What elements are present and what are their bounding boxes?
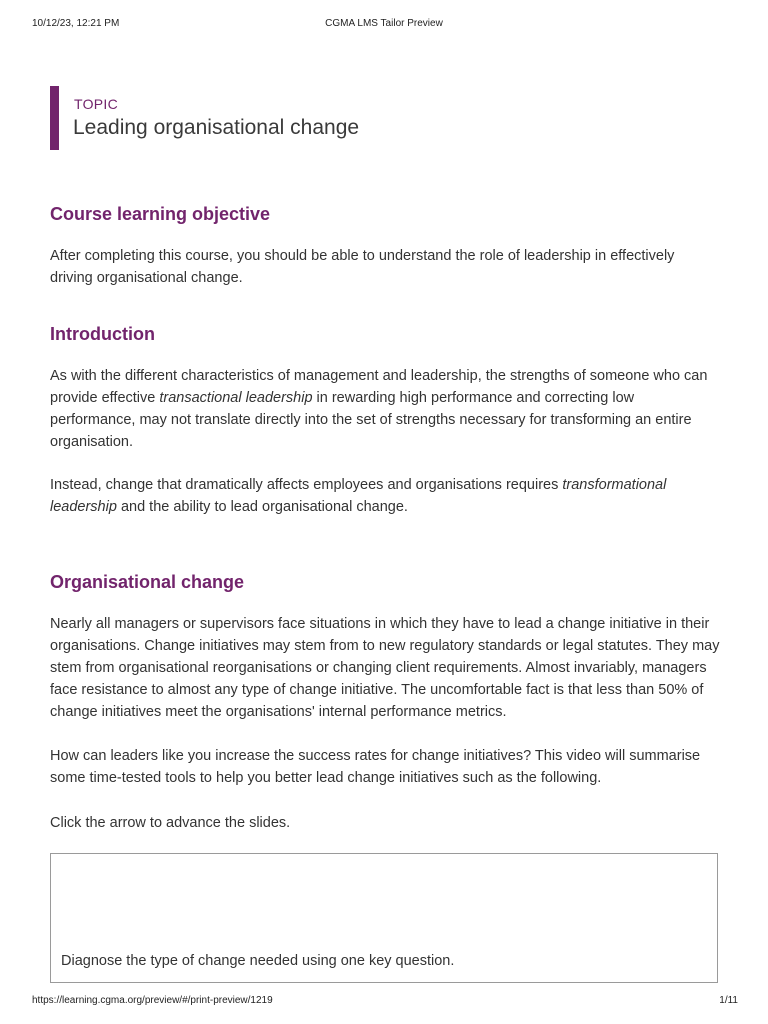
introduction-paragraph-1 [50, 365, 720, 453]
print-header [0, 18, 768, 34]
slides-instruction: Click the arrow to advance the slides. [50, 815, 291, 831]
print-datetime: 10/12/23, 12:21 PM [32, 18, 120, 29]
objective-text: After completing this course, you should be able to understand the role of leadership in effectively driving organisational change. [50, 248, 675, 286]
page-number: 1/11 [719, 995, 738, 1006]
objective-heading: Course learning objective [50, 204, 271, 224]
slide-carousel[interactable] [50, 853, 718, 983]
organisational-change-heading: Organisational change [50, 572, 245, 592]
introduction-heading: Introduction [50, 324, 155, 344]
slide-text: Diagnose the type of change needed using one key question. [61, 953, 455, 969]
topic-title: Leading organisational change [73, 116, 360, 139]
introduction-p1-text-end: in rewarding high performance and correcting low performance, may not translate directly into the set of strengths necessary for transforming an entire organisation. [50, 390, 692, 450]
introduction-p2-text-end: and the ability to lead organisational change. [116, 499, 408, 515]
introduction-p1-text: As with the different characteristics of management and leadership, the strengths of someone who can provide effective [50, 368, 708, 406]
topic-label: TOPIC [74, 96, 119, 112]
organisational-change-paragraph-2: How can leaders like you increase the success rates for change initiatives? This video will summarise some time-tested tools to help you better lead change initiatives such as the following. [50, 748, 701, 786]
print-url: https://learning.cgma.org/preview/#/print-preview/1219 [32, 995, 273, 1006]
print-title: CGMA LMS Tailor Preview [325, 18, 443, 29]
print-footer [0, 995, 768, 1011]
introduction-p2-text: Instead, change that dramatically affects employees and organisations requires [50, 477, 563, 493]
topic-accent-bar [50, 86, 59, 150]
transactional-leadership-term: transactional leadership [159, 390, 313, 406]
transformational-leadership-term: transformational leadership [50, 477, 667, 515]
organisational-change-paragraph-1: Nearly all managers or supervisors face situations in which they have to lead a change initiative in their organisations. Change initiatives may stem from to new regulatory standards or legal statutes. They may stem from organisational reorganisations or changing client requirements. Almost invariably, managers face resistance to almost any type of change initiative. The uncomfortable fact is that less than 50% of change initiatives meet the organisations' internal performance metrics. [50, 616, 720, 720]
introduction-paragraph-2 [50, 474, 720, 518]
